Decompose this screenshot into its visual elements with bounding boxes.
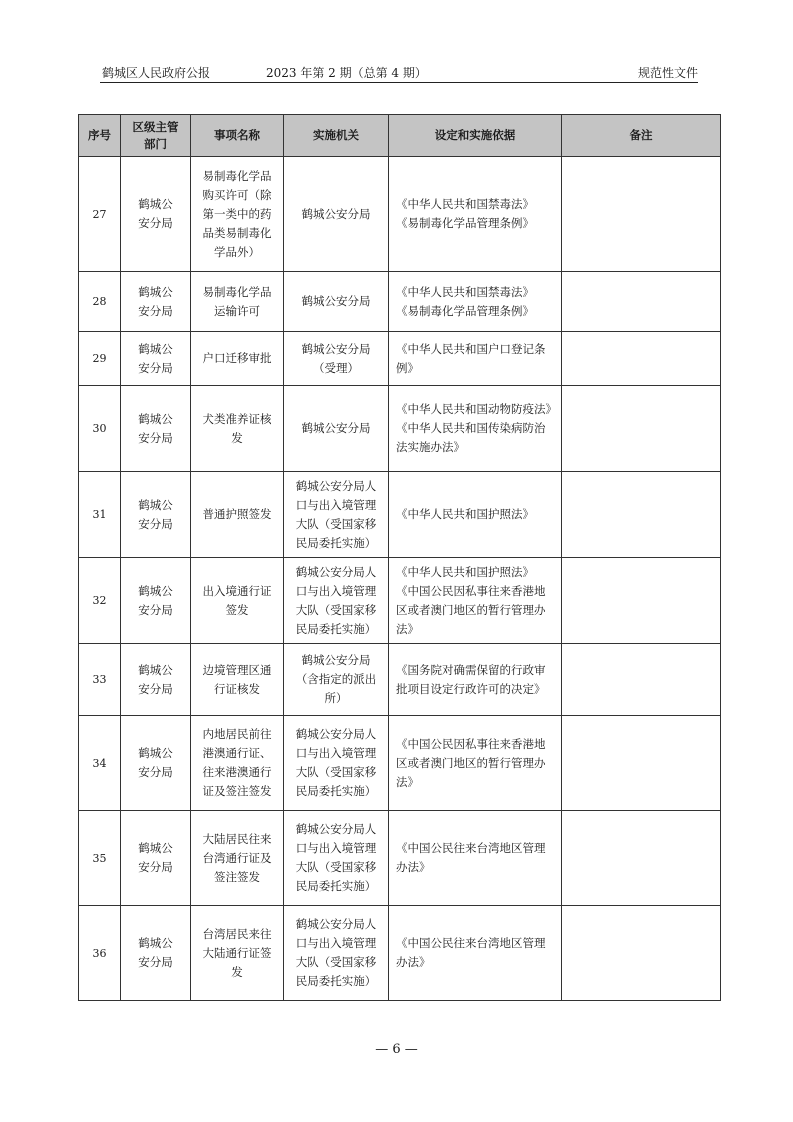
cell-item: 台湾居民来往大陆通行证签发 — [191, 906, 284, 1001]
table-row — [79, 558, 721, 644]
cell-dept: 鹤城公安分局 — [121, 716, 191, 811]
cell-agency: 鹤城公安分局人口与出入境管理大队（受国家移民局委托实施） — [284, 716, 389, 811]
cell-agency: 鹤城公安分局（含指定的派出所） — [284, 644, 389, 716]
basis-line: 《中国公民因私事往来香港地区或者澳门地区的暂行管理办法》 — [396, 583, 546, 636]
basis-line: 《中国公民因私事往来香港地区或者澳门地区的暂行管理办法》 — [396, 736, 546, 789]
cell-basis — [389, 716, 562, 811]
page-number: — 6 — — [375, 1042, 418, 1057]
header-divider — [100, 82, 698, 83]
cell-item: 边境管理区通行证核发 — [191, 644, 284, 716]
basis-line: 《易制毒化学品管理条例》 — [396, 303, 534, 318]
basis-line: 《易制毒化学品管理条例》 — [396, 216, 534, 230]
cell-no: 33 — [79, 644, 121, 716]
cell-note — [562, 272, 721, 332]
cell-no: 35 — [79, 811, 121, 906]
cell-item: 犬类准养证核发 — [191, 386, 284, 472]
cell-dept: 鹤城公安分局 — [121, 386, 191, 472]
cell-note — [562, 157, 721, 272]
table-row — [79, 472, 721, 558]
cell-basis — [389, 644, 562, 716]
cell-note — [562, 811, 721, 906]
cell-item: 大陆居民往来台湾通行证及签注签发 — [191, 811, 284, 906]
table-row — [79, 332, 721, 386]
cell-basis — [389, 558, 562, 644]
cell-no: 34 — [79, 716, 121, 811]
cell-dept: 鹤城公安分局 — [121, 558, 191, 644]
cell-agency: 鹤城公安分局 — [284, 272, 389, 332]
page-header — [100, 64, 698, 82]
cell-basis — [389, 157, 562, 272]
cell-no: 29 — [79, 332, 121, 386]
table-row — [79, 272, 721, 332]
table-row — [79, 644, 721, 716]
cell-no: 28 — [79, 272, 121, 332]
cell-note — [562, 558, 721, 644]
cell-dept: 鹤城公安分局 — [121, 472, 191, 558]
permit-table — [78, 114, 721, 1001]
table-row — [79, 906, 721, 1001]
cell-note — [562, 386, 721, 472]
issue-number: 2023 年第 2 期（总第 4 期） — [266, 66, 427, 80]
cell-note — [562, 472, 721, 558]
table-row — [79, 386, 721, 472]
cell-basis — [389, 272, 562, 332]
cell-item: 内地居民前往港澳通行证、往来港澳通行证及签注签发 — [191, 716, 284, 811]
cell-dept: 鹤城公安分局 — [121, 157, 191, 272]
cell-item: 易制毒化学品购买许可（除第一类中的药品类易制毒化学品外） — [191, 157, 284, 272]
cell-basis — [389, 386, 562, 472]
table-row — [79, 811, 721, 906]
basis-line: 《中华人民共和国禁毒法》 — [396, 197, 534, 211]
table-row — [79, 716, 721, 811]
cell-basis — [389, 472, 562, 558]
table-row — [79, 157, 721, 272]
basis-line: 《中华人民共和国禁毒法》 — [396, 284, 534, 299]
cell-agency: 鹤城公安分局人口与出入境管理大队（受国家移民局委托实施） — [284, 906, 389, 1001]
cell-dept: 鹤城公安分局 — [121, 332, 191, 386]
bulletin-title: 鹤城区人民政府公报 — [102, 66, 211, 80]
cell-no: 30 — [79, 386, 121, 472]
column-header-item: 事项名称 — [191, 115, 284, 157]
cell-no: 36 — [79, 906, 121, 1001]
cell-agency: 鹤城公安分局（受理） — [284, 332, 389, 386]
document-category: 规范性文件 — [637, 66, 698, 80]
cell-basis — [389, 906, 562, 1001]
cell-item: 户口迁移审批 — [191, 332, 284, 386]
basis-line: 《中华人民共和国护照法》 — [396, 507, 534, 521]
cell-note — [562, 644, 721, 716]
basis-line: 《国务院对确需保留的行政审批项目设定行政许可的决定》 — [396, 662, 546, 696]
cell-item: 出入境通行证签发 — [191, 558, 284, 644]
cell-no: 27 — [79, 157, 121, 272]
cell-dept: 鹤城公安分局 — [121, 272, 191, 332]
cell-item: 易制毒化学品运输许可 — [191, 272, 284, 332]
cell-no: 31 — [79, 472, 121, 558]
column-header-basis: 设定和实施依据 — [389, 115, 562, 157]
cell-agency: 鹤城公安分局人口与出入境管理大队（受国家移民局委托实施） — [284, 811, 389, 906]
cell-agency: 鹤城公安分局人口与出入境管理大队（受国家移民局委托实施） — [284, 472, 389, 558]
basis-line: 《中国公民往来台湾地区管理办法》 — [396, 936, 546, 969]
cell-basis — [389, 811, 562, 906]
column-header-agency: 实施机关 — [284, 115, 389, 157]
table-body — [79, 157, 721, 1001]
cell-agency: 鹤城公安分局 — [284, 386, 389, 472]
cell-agency: 鹤城公安分局人口与出入境管理大队（受国家移民局委托实施） — [284, 558, 389, 644]
cell-basis — [389, 332, 562, 386]
cell-dept: 鹤城公安分局 — [121, 811, 191, 906]
cell-dept: 鹤城公安分局 — [121, 906, 191, 1001]
cell-agency: 鹤城公安分局 — [284, 157, 389, 272]
cell-dept: 鹤城公安分局 — [121, 644, 191, 716]
column-header-dept: 区级主管部门 — [121, 115, 191, 157]
cell-note — [562, 906, 721, 1001]
table-header-row — [79, 115, 721, 157]
basis-line: 《中华人民共和国传染病防治法实施办法》 — [396, 421, 546, 454]
cell-note — [562, 332, 721, 386]
cell-no: 32 — [79, 558, 121, 644]
cell-note — [562, 716, 721, 811]
cell-item: 普通护照签发 — [191, 472, 284, 558]
basis-line: 《中华人民共和国护照法》 — [396, 564, 534, 579]
basis-line: 《中华人民共和国户口登记条例》 — [396, 341, 546, 375]
basis-line: 《中国公民往来台湾地区管理办法》 — [396, 841, 546, 874]
column-header-note: 备注 — [562, 115, 721, 157]
basis-line: 《中华人民共和国动物防疫法》 — [396, 402, 557, 416]
column-header-no: 序号 — [79, 115, 121, 157]
